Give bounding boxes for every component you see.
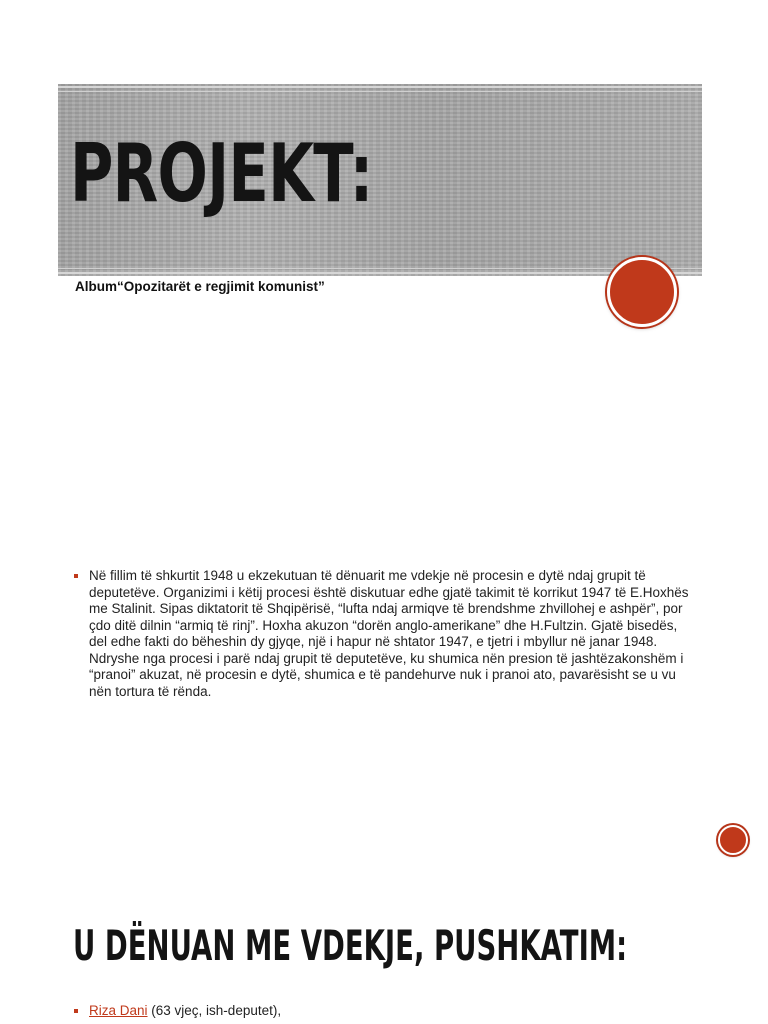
banner-border-bottom-inner: [58, 268, 702, 269]
person-link[interactable]: Riza Dani: [89, 1003, 148, 1018]
bullet-square-icon: [74, 574, 78, 578]
banner-border-top: [58, 86, 702, 88]
bullet-paragraph: [74, 568, 714, 700]
person-details: (63 vjeç, ish-deputet),: [147, 1003, 282, 1018]
banner-border-bottom: [58, 272, 702, 274]
list-item-text: [89, 1003, 281, 1018]
page-title: PROJEKT:: [70, 127, 373, 220]
body-paragraph: Në fillim të shkurtit 1948 u ekzekutuan të dënuarit me vdekje në procesin e dytë ndaj grupit të deputetëve. Organizimi i këtij procesi është diskutuar edhe gjatë takimit të korrikut 1947 të E.Hoxhës me Stalinit. Sipas diktatorit të Shqipërisë, “lufta ndaj armiqve të brendshme zhvillohej e ashpër”, por çdo ditë dilnin “armiq të rinj”. Hoxha akuzon “dorën anglo-amerikane” dhe H.Fultzin. Gjatë bisedës, del edhe fakti do bëheshin dy gjyqe, një i hapur në shtator 1947, e tjetri i mbyllur në janar 1948. Ndryshe nga procesi i parë ndaj grupit të deputetëve, ku shumica nën presion të jashtëzakonshëm i “pranoi” akuzat, në procesin e dytë, shumica e të pandehurve nuk i pranoi ato, pavarësisht se u vu nën tortura të rënda.: [89, 568, 689, 699]
bullet-square-icon: [74, 1009, 78, 1013]
subtitle: Album“Opozitarët e regjimit komunist”: [75, 279, 325, 294]
section-heading: U DËNUAN ME VDEKJE, PUSHKATIM:: [73, 921, 628, 970]
list-item: [74, 1003, 281, 1019]
banner-border-top-inner: [58, 91, 702, 92]
decorative-circle-small: [718, 825, 748, 855]
decorative-circle-large: [607, 257, 677, 327]
